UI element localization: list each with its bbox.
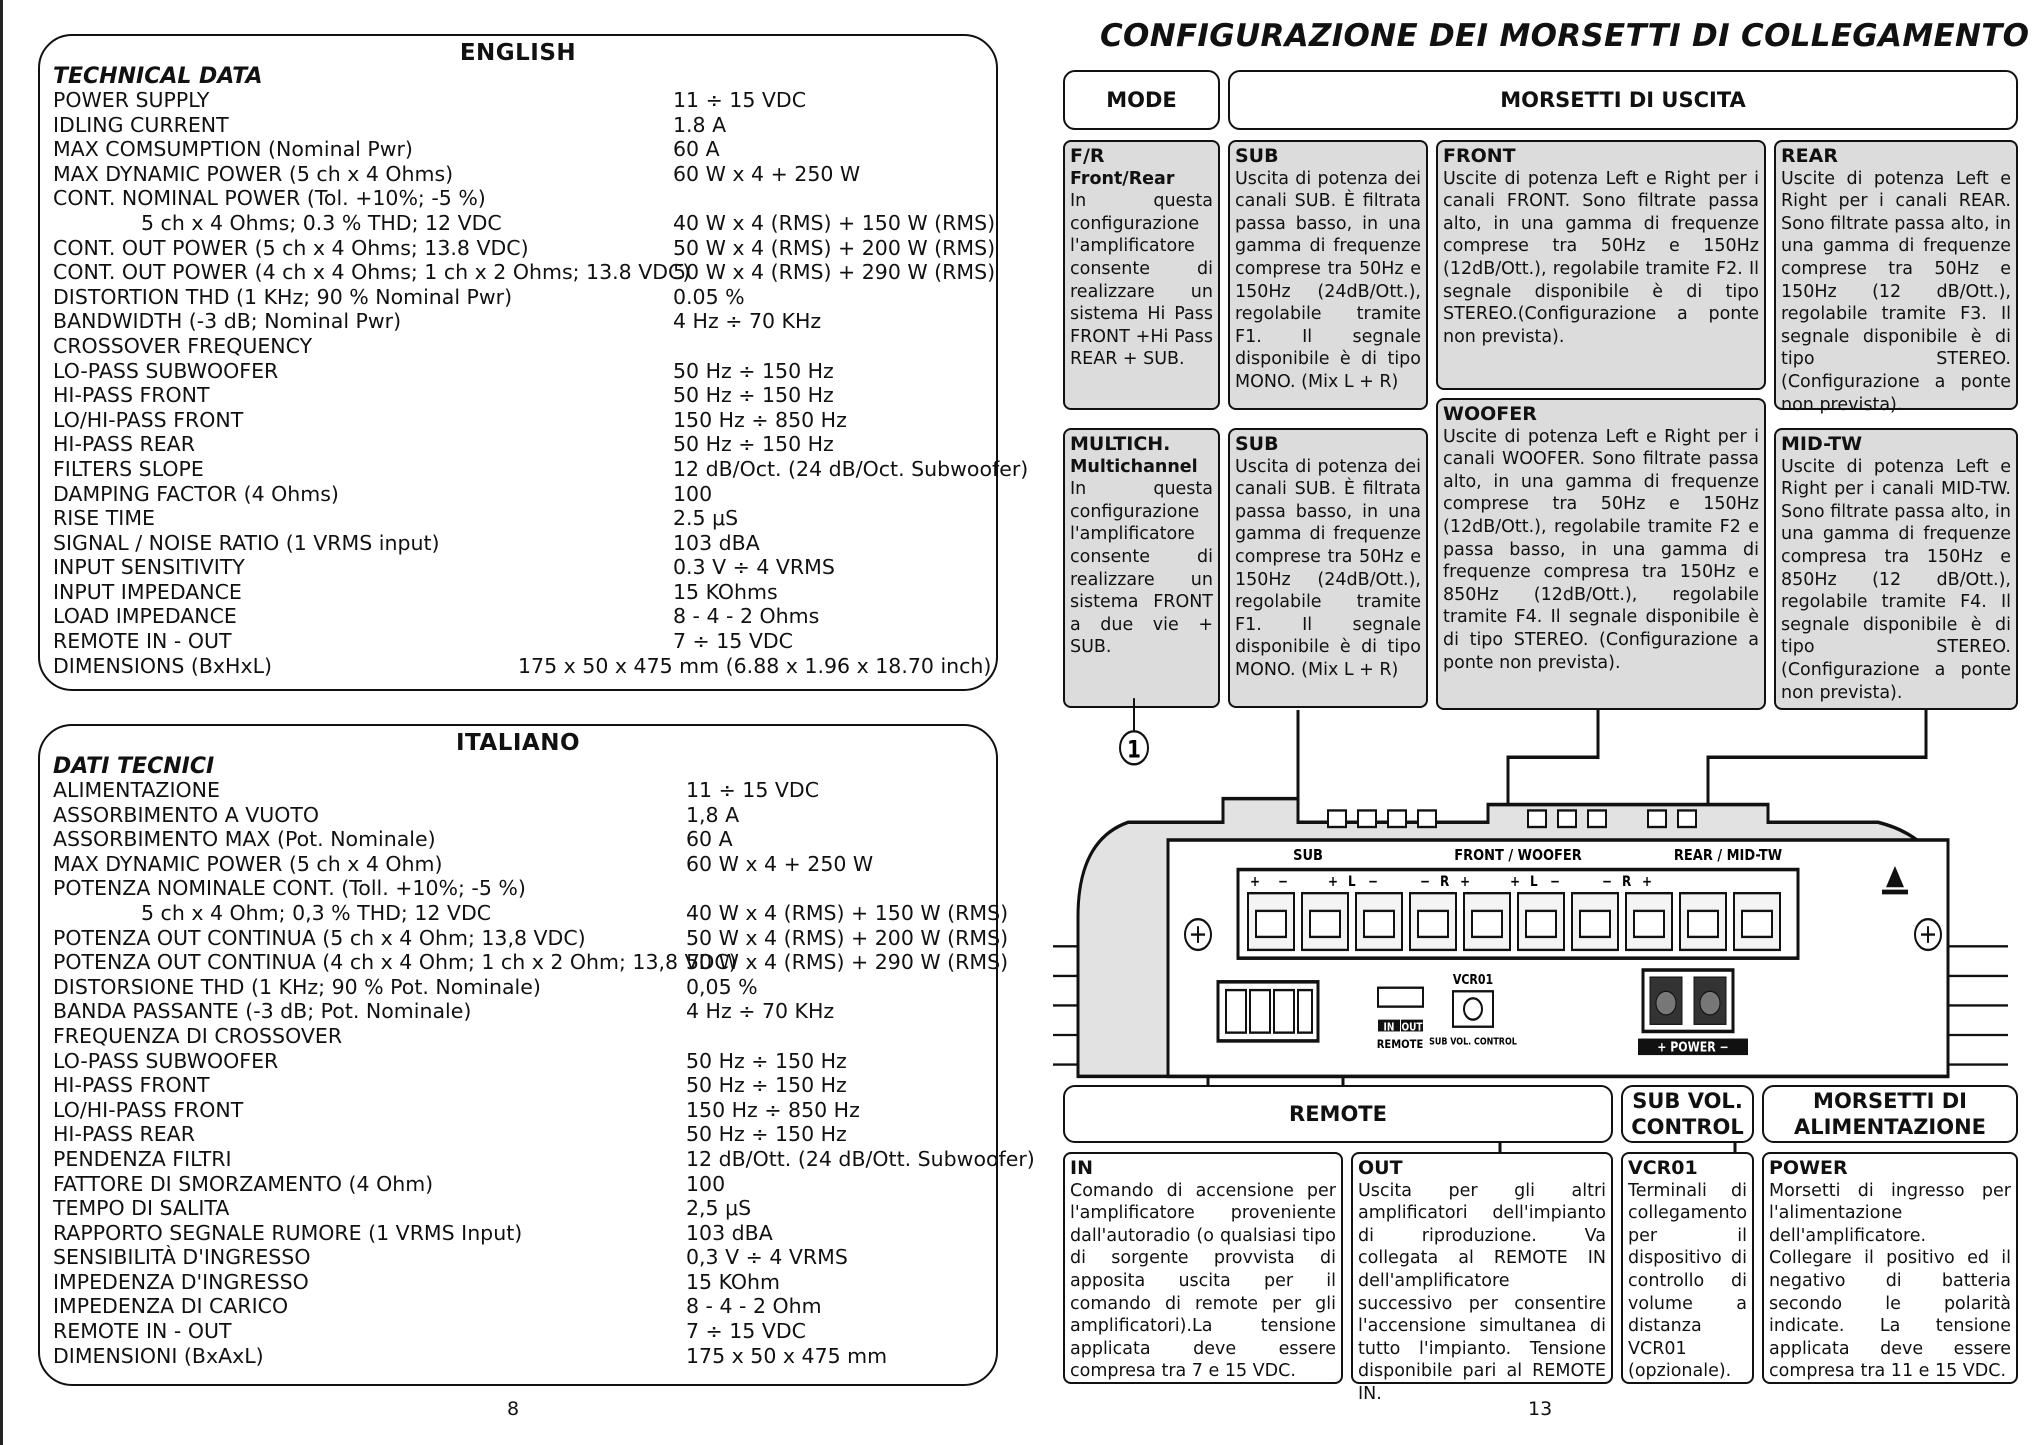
spec-value: 0,3 V ÷ 4 VRMS	[686, 1245, 848, 1270]
spec-row	[53, 113, 986, 138]
spec-value: 15 KOhm	[686, 1269, 781, 1294]
remote-in-box	[1063, 1152, 1343, 1384]
spec-label: ASSORBIMENTO MAX (Pot. Nominale)	[53, 827, 436, 852]
terminal-screw-icon	[1472, 911, 1502, 937]
spec-row	[53, 580, 986, 605]
terminal-screw-icon	[1310, 911, 1340, 937]
power-text: Morsetti di ingresso per l'alimentazione dell'amplificatore. Collegare il positivo ed il negativo di batteria secondo le polarità indicate. La tensione applicata deve essere compresa tra 11 e 15 VDC.	[1769, 1180, 2011, 1382]
page-spine	[0, 0, 3, 1445]
terminal-screw-icon	[1418, 911, 1448, 937]
spec-label: LO-PASS SUBWOOFER	[53, 1048, 279, 1073]
spec-value: 15 KOhms	[673, 579, 778, 604]
spec-label: CONT. OUT POWER (4 ch x 4 Ohms; 1 ch x 2 Ohms; 13.8 VDC)	[53, 260, 691, 285]
spec-label: POWER SUPPLY	[53, 88, 210, 112]
spec-value: 40 W x 4 (RMS) + 150 W (RMS)	[686, 900, 1009, 925]
spec-row	[53, 629, 986, 654]
mode-header-label: MODE	[1106, 88, 1177, 112]
terminal-polarity-label: +	[1250, 874, 1261, 891]
spec-value: 50 Hz ÷ 150 Hz	[673, 432, 834, 457]
spec-value: 175 x 50 x 475 mm (6.88 x 1.96 x 18.70 inch)	[518, 653, 992, 678]
spec-value: 12 dB/Oct. (24 dB/Oct. Subwoofer)	[673, 456, 1029, 481]
sub1-text: Uscita di potenza dei canali SUB. È filtrata passa basso, in una gamma di frequenze comprese tra 50Hz e 150Hz (24dB/Ott.), regolabile tramite F1. Il segnale disponibile è di tipo MONO. (Mix L + R)	[1235, 168, 1421, 392]
spec-row	[53, 1270, 986, 1295]
spec-value: 2.5 μS	[673, 506, 739, 531]
power-header-label: MORSETTI DI ALIMENTAZIONE	[1793, 1089, 1987, 1139]
spec-label: INPUT IMPEDANCE	[53, 579, 242, 604]
terminal-screw-icon	[1526, 911, 1556, 937]
fr-mode-box	[1063, 140, 1220, 410]
spec-label: RAPPORTO SEGNALE RUMORE (1 VRMS Input)	[53, 1220, 523, 1245]
power-title: POWER	[1769, 1157, 1848, 1179]
vcr-text: Terminali di collegamento per il dispositivo di controllo di volume a distanza VCR01 (opzionale).	[1628, 1180, 1748, 1382]
spec-value: 50 Hz ÷ 150 Hz	[673, 383, 834, 408]
outputs-header	[1228, 70, 2018, 130]
spec-value: 60 W x 4 + 250 W	[673, 161, 861, 186]
italiano-spec-list	[53, 778, 1035, 1368]
terminal-polarity-label: +	[1328, 874, 1339, 891]
spec-value: 150 Hz ÷ 850 Hz	[686, 1097, 860, 1122]
spec-label: MAX COMSUMPTION (Nominal Pwr)	[53, 137, 413, 162]
spec-label: PENDENZA FILTRI	[53, 1146, 232, 1171]
spec-label: HI-PASS FRONT	[53, 1073, 210, 1098]
remote-out-box	[1351, 1152, 1613, 1404]
italiano-spec-box	[38, 724, 1035, 1386]
technical-data-subheader: TECHNICAL DATA	[53, 64, 263, 89]
dati-tecnici-subheader: DATI TECNICI	[53, 754, 215, 779]
spec-label: IMPEDENZA DI CARICO	[53, 1294, 289, 1319]
sub-output-box-1	[1228, 140, 1428, 410]
terminal-polarity-label: −	[1420, 874, 1431, 891]
spec-value: 103 dBA	[686, 1220, 773, 1245]
out-title: OUT	[1358, 1157, 1403, 1179]
spec-row	[53, 309, 986, 334]
screw-left-icon	[1185, 919, 1211, 950]
spec-label: RISE TIME	[53, 506, 155, 531]
spec-label: LO-PASS SUBWOOFER	[53, 358, 279, 383]
remote-header-label: REMOTE	[1289, 1102, 1387, 1126]
terminal-polarity-label: R	[1440, 874, 1450, 891]
terminal-polarity-label: −	[1602, 874, 1613, 891]
terminal-screw-icon	[1364, 911, 1394, 937]
vcr-box	[1621, 1152, 1754, 1384]
spec-row	[53, 778, 986, 803]
spec-row	[53, 260, 996, 285]
italiano-header: ITALIANO	[455, 730, 581, 756]
spec-label: CONT. OUT POWER (5 ch x 4 Ohms; 13.8 VDC)	[53, 235, 529, 260]
woofer-output-box	[1436, 398, 1766, 710]
callout-number: 1	[1127, 736, 1141, 764]
spec-value: 40 W x 4 (RMS) + 150 W (RMS)	[673, 210, 996, 235]
fr-code: F/R	[1070, 145, 1105, 167]
spec-label: CONT. NOMINAL POWER (Tol. +10%; -5 %)	[53, 186, 486, 211]
spec-label: DIMENSIONS (BxHxL)	[53, 653, 273, 678]
spec-value: 11 ÷ 15 VDC	[673, 88, 807, 112]
terminal-polarity-label: +	[1642, 874, 1653, 891]
spec-row	[53, 1024, 986, 1049]
subvol-header	[1621, 1085, 1754, 1143]
spec-row	[53, 1172, 986, 1197]
spec-label: HI-PASS REAR	[53, 1122, 195, 1147]
english-spec-list	[53, 88, 1029, 678]
spec-value: 100	[686, 1171, 726, 1196]
spec-label: REMOTE IN - OUT	[53, 1319, 232, 1344]
terminal-screw-icon	[1256, 911, 1286, 937]
front-title: FRONT	[1443, 145, 1516, 167]
spec-value: 7 ÷ 15 VDC	[686, 1319, 806, 1344]
spec-value: 50 Hz ÷ 150 Hz	[686, 1048, 847, 1073]
spec-label: DAMPING FACTOR (4 Ohms)	[53, 481, 339, 506]
spec-row	[53, 334, 986, 359]
sub1-title: SUB	[1235, 145, 1279, 167]
english-header: ENGLISH	[459, 40, 577, 66]
midtw-output-box	[1774, 428, 2018, 710]
terminal-polarity-label: −	[1368, 874, 1379, 891]
spec-row	[53, 1196, 986, 1221]
spec-value: 50 W x 4 (RMS) + 200 W (RMS)	[673, 235, 996, 260]
spec-value: 11 ÷ 15 VDC	[686, 778, 820, 802]
spec-row	[53, 975, 986, 1000]
multich-text: In questa configurazione l'amplificatore consente di realizzare un sistema FRONT a due vie + SUB.	[1070, 479, 1213, 658]
diagram-vcr-label: VCR01	[1452, 972, 1494, 988]
woofer-text: Uscite di potenza Left e Right per i canali WOOFER. Sono filtrate passa alto, in una gamma di frequenze comprese tra 50Hz e 150Hz (12dB/Ott.), regolabile tramite F2 e passa basso, in una gamma di frequenze compresa tra 150Hz e 850Hz (12dB/Ott.), regolabile tramite F4. Il segnale disponibile è di tipo STEREO. (Configurazione a ponte non prevista).	[1443, 426, 1759, 673]
screw-right-icon	[1915, 919, 1941, 950]
speaker-terminal-block	[1238, 870, 1798, 959]
spec-value: 50 Hz ÷ 150 Hz	[673, 358, 834, 383]
spec-label: DISTORSIONE THD (1 KHz; 90 % Pot. Nominale)	[53, 974, 541, 999]
fr-text: In questa configurazione l'amplificatore consente di realizzare un sistema Hi Pass FRONT +Hi Pass REAR + SUB.	[1070, 191, 1213, 370]
power-screw-plus-icon	[1650, 977, 1682, 1024]
multich-mode-box	[1063, 428, 1220, 708]
power-header	[1762, 1085, 2018, 1143]
rear-output-box	[1774, 140, 2018, 415]
spec-value: 4 Hz ÷ 70 KHz	[686, 999, 835, 1024]
spec-value: 0,05 %	[686, 974, 758, 999]
terminal-screw-icon	[1634, 911, 1664, 937]
spec-row	[53, 1245, 986, 1270]
spec-row	[53, 88, 986, 113]
spec-row	[53, 186, 986, 211]
terminal-polarity-label: L	[1530, 874, 1538, 891]
spec-value: 0.05 %	[673, 284, 745, 309]
spec-row	[53, 555, 986, 580]
spec-row	[53, 852, 986, 877]
spec-row	[53, 803, 986, 828]
spec-value: 50 W x 4 (RMS) + 290 W (RMS)	[686, 950, 1009, 975]
spec-row	[53, 162, 986, 187]
power-screw-minus-icon	[1694, 977, 1726, 1024]
spec-value: 4 Hz ÷ 70 KHz	[673, 309, 822, 334]
diagram-subvol-label: SUB VOL. CONTROL	[1429, 1036, 1517, 1048]
spec-value: 150 Hz ÷ 850 Hz	[673, 407, 847, 432]
spec-row	[53, 383, 986, 408]
terminal-polarity-label: R	[1622, 874, 1632, 891]
spec-label: LOAD IMPEDANCE	[53, 604, 237, 629]
spec-row	[53, 827, 986, 852]
page-number-right: 13	[1528, 1398, 1553, 1420]
spec-row	[53, 1319, 986, 1344]
spec-value: 8 - 4 - 2 Ohm	[686, 1294, 822, 1319]
spec-row	[53, 900, 1009, 926]
spec-label: MAX DYNAMIC POWER (5 ch x 4 Ohm)	[53, 851, 443, 876]
terminal-polarity-label: −	[1550, 874, 1561, 891]
sub2-title: SUB	[1235, 433, 1279, 455]
spec-row	[53, 408, 986, 433]
spec-label: FREQUENZA DI CROSSOVER	[53, 1023, 343, 1048]
spec-row	[53, 1049, 986, 1074]
spec-label: DIMENSIONI (BxAxL)	[53, 1343, 264, 1368]
vcr-title: VCR01	[1628, 1157, 1698, 1179]
spec-value: 7 ÷ 15 VDC	[673, 629, 793, 654]
spec-label: MAX DYNAMIC POWER (5 ch x 4 Ohms)	[53, 161, 454, 186]
remote-header	[1063, 1085, 1613, 1143]
spec-row	[53, 876, 986, 901]
vcr-socket	[1453, 991, 1493, 1026]
diagram-rear-midtw-label: REAR / MID-TW	[1673, 847, 1783, 865]
sub-output-box-2	[1228, 428, 1428, 708]
multich-name: Multichannel	[1070, 456, 1198, 477]
spec-value: 100	[673, 481, 713, 506]
diagram-remote-label: REMOTE	[1376, 1037, 1424, 1052]
spec-row	[53, 1098, 986, 1123]
spec-label: IDLING CURRENT	[53, 112, 229, 137]
spec-label: SENSIBILITÀ D'INGRESSO	[53, 1245, 311, 1270]
sub2-text: Uscita di potenza dei canali SUB. È filtrata passa basso, in una gamma di frequenze comprese tra 50Hz e 150Hz (24dB/Ott.), regolabile tramite F1. Il segnale disponibile è di tipo MONO. (Mix L + R)	[1235, 456, 1421, 680]
spec-label: DISTORTION THD (1 KHz; 90 % Nominal Pwr)	[53, 284, 513, 309]
spec-value: 1.8 A	[673, 112, 727, 137]
mode-header	[1063, 70, 1220, 130]
spec-value: 50 Hz ÷ 150 Hz	[686, 1073, 847, 1098]
spec-row	[53, 482, 986, 507]
spec-label: 5 ch x 4 Ohms; 0.3 % THD; 12 VDC	[141, 210, 502, 235]
spec-row	[53, 285, 986, 310]
spec-label: CROSSOVER FREQUENCY	[53, 333, 313, 358]
spec-row	[53, 359, 986, 384]
spec-label: FILTERS SLOPE	[53, 456, 204, 481]
spec-label: POTENZA NOMINALE CONT. (Toll. +10%; -5 %)	[53, 876, 526, 901]
spec-row	[53, 506, 986, 531]
spec-value: 50 W x 4 (RMS) + 290 W (RMS)	[673, 260, 996, 285]
terminal-polarity-label: −	[1278, 874, 1289, 891]
woofer-title: WOOFER	[1443, 403, 1537, 425]
terminal-screw-icon	[1742, 911, 1772, 937]
spec-label: IMPEDENZA D'INGRESSO	[53, 1269, 309, 1294]
spec-row	[53, 210, 996, 236]
diagram-front-woofer-label: FRONT / WOOFER	[1454, 847, 1582, 865]
multich-code: MULTICH.	[1070, 433, 1171, 455]
spec-row	[53, 653, 992, 679]
spec-label: FATTORE DI SMORZAMENTO (4 Ohm)	[53, 1171, 434, 1196]
spec-row	[53, 235, 996, 261]
spec-label: HI-PASS REAR	[53, 432, 195, 457]
outputs-header-label: MORSETTI DI USCITA	[1500, 88, 1746, 112]
spec-row	[53, 1294, 986, 1319]
spec-row	[53, 1122, 986, 1147]
spec-label: LO/HI-PASS FRONT	[53, 407, 244, 432]
spec-label: HI-PASS FRONT	[53, 383, 210, 408]
terminal-polarity-label: +	[1510, 874, 1521, 891]
spec-row	[53, 1221, 986, 1246]
spec-label: POTENZA OUT CONTINUA (5 ch x 4 Ohm; 13,8 VDC)	[53, 925, 586, 950]
spec-row	[53, 531, 986, 556]
spec-row	[53, 432, 986, 457]
midtw-title: MID-TW	[1781, 433, 1863, 455]
spec-label: BANDA PASSANTE (-3 dB; Pot. Nominale)	[53, 999, 472, 1024]
power-box	[1762, 1152, 2018, 1384]
spec-value: 60 A	[673, 137, 720, 162]
spec-value: 0.3 V ÷ 4 VRMS	[673, 555, 835, 580]
page-title: CONFIGURAZIONE DEI MORSETTI DI COLLEGAMENTO	[1100, 18, 2030, 54]
spec-label: 5 ch x 4 Ohm; 0,3 % THD; 12 VDC	[141, 900, 492, 925]
terminal-polarity-label: +	[1460, 874, 1471, 891]
spec-value: 50 W x 4 (RMS) + 200 W (RMS)	[686, 925, 1009, 950]
in-text: Comando di accensione per l'amplificatore proveniente dall'autoradio (o qualsiasi tipo di sorgente provvista di apposita uscita per il comando di remote per gli amplificatori).La tensione applicata deve essere compresa tra 7 e 15 VDC.	[1070, 1180, 1336, 1382]
spec-row	[53, 604, 986, 629]
spec-row	[53, 1344, 986, 1369]
amplifier-diagram	[1048, 710, 2018, 1100]
spec-label: POTENZA OUT CONTINUA (4 ch x 4 Ohm; 1 ch x 2 Ohm; 13,8 VDC)	[53, 950, 737, 975]
spec-label: BANDWIDTH (-3 dB; Nominal Pwr)	[53, 309, 402, 334]
midtw-text: Uscite di potenza Left e Right per i canali MID-TW. Sono filtrate passa alto, in una gamma di frequenze compresa tra 150Hz e 850Hz (12 dB/Ott.), regolabile tramite F4. Il segnale disponibile è di tipo STEREO. (Configurazione a ponte non prevista).	[1781, 456, 2011, 703]
spec-value: 2,5 μS	[686, 1196, 752, 1221]
spec-value: 103 dBA	[673, 530, 760, 555]
spec-label: INPUT SENSITIVITY	[53, 555, 245, 580]
spec-row	[53, 999, 986, 1024]
diagram-power-label: + POWER −	[1657, 1039, 1729, 1055]
terminal-screw-icon	[1688, 911, 1718, 937]
spec-value: 60 A	[686, 827, 733, 852]
english-spec-box	[38, 34, 1029, 691]
subvol-header-label: SUB VOL. CONTROL	[1631, 1089, 1744, 1139]
spec-row	[53, 456, 1029, 482]
spec-label: LO/HI-PASS FRONT	[53, 1097, 244, 1122]
spec-value: 50 Hz ÷ 150 Hz	[686, 1122, 847, 1147]
fr-name: Front/Rear	[1070, 168, 1175, 189]
terminal-polarity-label: L	[1348, 874, 1356, 891]
spec-row	[53, 137, 986, 162]
spec-value: 1,8 A	[686, 802, 740, 827]
front-output-box	[1436, 140, 1766, 390]
rear-title: REAR	[1781, 145, 1838, 167]
out-text: Uscita per gli altri amplificatori dell'impianto di riproduzione. Va collegata al REMOTE IN dell'amplificatore successivo per consentire l'accensione simultanea di tutto l'impianto. Tensione disponibile pari al REMOTE IN.	[1358, 1180, 1606, 1404]
spec-row	[53, 950, 1009, 975]
spec-label: SIGNAL / NOISE RATIO (1 VRMS input)	[53, 530, 440, 555]
spec-value: 8 - 4 - 2 Ohms	[673, 604, 820, 629]
spec-label: ALIMENTAZIONE	[53, 778, 220, 802]
rear-text: Uscite di potenza Left e Right per i canali REAR. Sono filtrate passa alto, in una gamma di frequenze comprese tra 50Hz e 150Hz (12 dB/Ott.), regolabile tramite F3. Il segnale disponibile è di tipo STEREO. (Configurazione a ponte non prevista).	[1781, 168, 2011, 415]
spec-label: REMOTE IN - OUT	[53, 629, 232, 654]
spec-label: ASSORBIMENTO A VUOTO	[53, 802, 320, 827]
spec-value: 175 x 50 x 475 mm	[686, 1343, 888, 1368]
in-title: IN	[1070, 1157, 1093, 1179]
spec-row	[53, 925, 1009, 951]
page-number-left: 8	[507, 1398, 520, 1420]
front-text: Uscite di potenza Left e Right per i canali FRONT. Sono filtrate passa alto, in una gamma di frequenze comprese tra 50Hz e 150Hz (12dB/Ott.), regolabile tramite F2. Il segnale disponibile è di tipo STEREO.(Configurazione a ponte non prevista).	[1443, 168, 1759, 347]
diagram-sub-label: SUB	[1293, 847, 1323, 865]
remote-connector	[1378, 988, 1423, 1007]
spec-value: 60 W x 4 + 250 W	[686, 851, 874, 876]
spec-row	[53, 1073, 986, 1098]
terminal-screw-icon	[1580, 911, 1610, 937]
diagram-in-label: IN	[1383, 1021, 1395, 1034]
spec-label: TEMPO DI SALITA	[53, 1196, 230, 1221]
diagram-out-label: OUT	[1401, 1021, 1423, 1034]
spec-row	[53, 1146, 1035, 1172]
spec-value: 12 dB/Ott. (24 dB/Ott. Subwoofer)	[686, 1146, 1035, 1171]
